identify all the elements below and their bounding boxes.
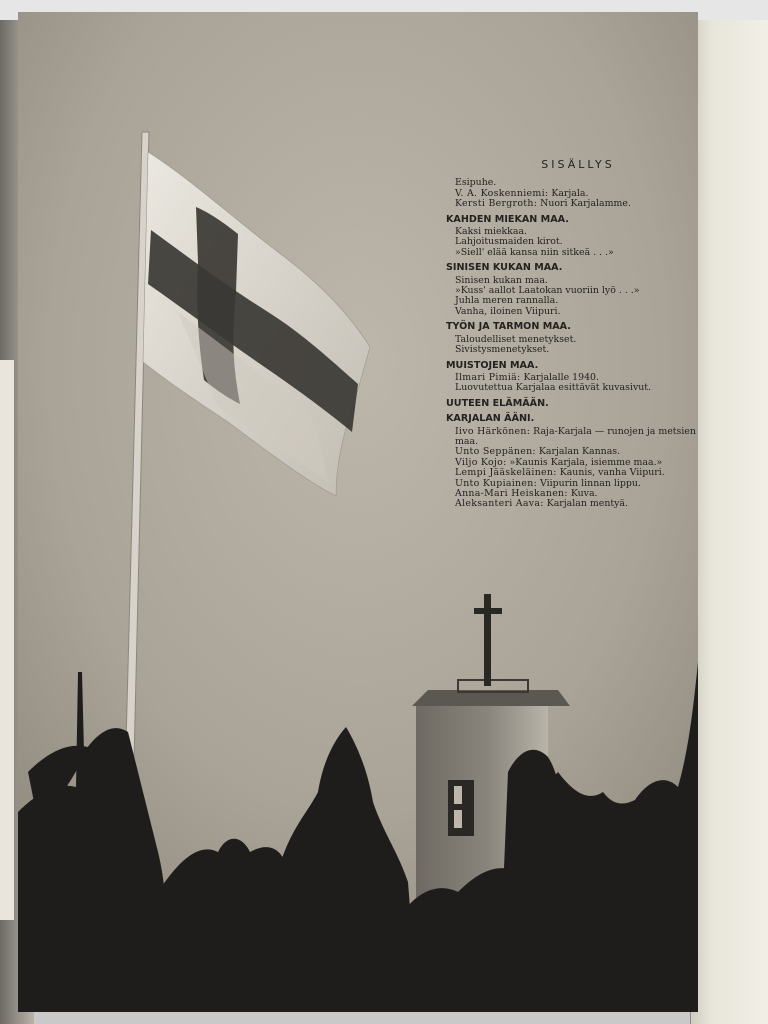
toc-author: Iivo Härkönen: xyxy=(455,425,531,437)
toc-section-heading: MUISTOJEN MAA. xyxy=(446,359,539,371)
toc-text: Karjalan Kannas. xyxy=(538,446,621,458)
toc-item: Sinisen kukan maa. xyxy=(455,274,548,286)
toc-item: Juhla meren rannalla. xyxy=(455,295,559,307)
toc-author: Viljo Kojo: xyxy=(455,456,507,468)
toc-text: Raja-Karjala — runojen ja metsien maa. xyxy=(455,425,696,447)
facing-page xyxy=(690,20,768,1024)
toc-author: Aleksanteri Aava: xyxy=(455,498,544,510)
toc-section-heading: SINISEN KUKAN MAA. xyxy=(446,262,563,274)
toc-author: Ilmari Pimiä: xyxy=(455,371,521,383)
toc-item: Lahjoitusmaiden kirot. xyxy=(455,236,563,248)
toc-section-heading: UUTEEN ELÄMÄÄN. xyxy=(446,397,549,409)
toc-item: Luovutettua Karjalaa esittävät kuvasivut. xyxy=(455,382,652,394)
toc-text: »Kaunis Karjala, isiemme maa.» xyxy=(509,456,663,468)
toc-item xyxy=(446,199,696,209)
table-of-contents xyxy=(446,160,696,510)
adjacent-page-strip xyxy=(0,360,14,920)
toc-author: V. A. Koskenniemi: xyxy=(455,187,549,199)
toc-text: Karjala. xyxy=(551,187,589,199)
toc-text: Nuori Karjalamme. xyxy=(540,198,631,210)
toc-item: Kaksi miekkaa. xyxy=(455,226,528,238)
toc-author: Anna-Mari Heiskanen: xyxy=(455,487,568,499)
toc-author: Lempi Jääskeläinen: xyxy=(455,467,557,479)
toc-item: »Siell' elää kansa niin sitkeä . . .» xyxy=(455,246,614,258)
toc-text: Kuva. xyxy=(570,487,598,499)
toc-text: Karjalalle 1940. xyxy=(523,371,599,383)
toc-text: Viipurin linnan lippu. xyxy=(540,477,641,489)
toc-section-heading: KAHDEN MIEKAN MAA. xyxy=(446,213,569,225)
toc-title: SISÄLLYS xyxy=(541,158,615,171)
book-page xyxy=(18,12,698,1012)
toc-author: Unto Seppänen: xyxy=(455,446,536,458)
toc-text: Kaunis, vanha Viipuri. xyxy=(559,467,665,479)
toc-item xyxy=(446,427,696,448)
toc-author: Kersti Bergroth: xyxy=(455,198,538,210)
toc-intro xyxy=(446,178,696,209)
toc-section-heading: TYÖN JA TARMON MAA. xyxy=(446,321,571,333)
toc-item xyxy=(446,499,696,509)
toc-text: Esipuhe. xyxy=(455,177,497,189)
toc-section-heading: KARJALAN ÄÄNI. xyxy=(446,413,535,425)
toc-item: »Kuss' aallot Laatokan vuoriin lyö . . .» xyxy=(455,285,640,297)
toc-item: Sivistysmenetykset. xyxy=(455,344,550,356)
toc-text: Karjalan mentyä. xyxy=(546,498,628,510)
toc-item: Taloudelliset menetykset. xyxy=(455,333,577,345)
toc-author: Unto Kupiainen: xyxy=(455,477,538,489)
toc-item: Vanha, iloinen Viipuri. xyxy=(455,305,561,317)
